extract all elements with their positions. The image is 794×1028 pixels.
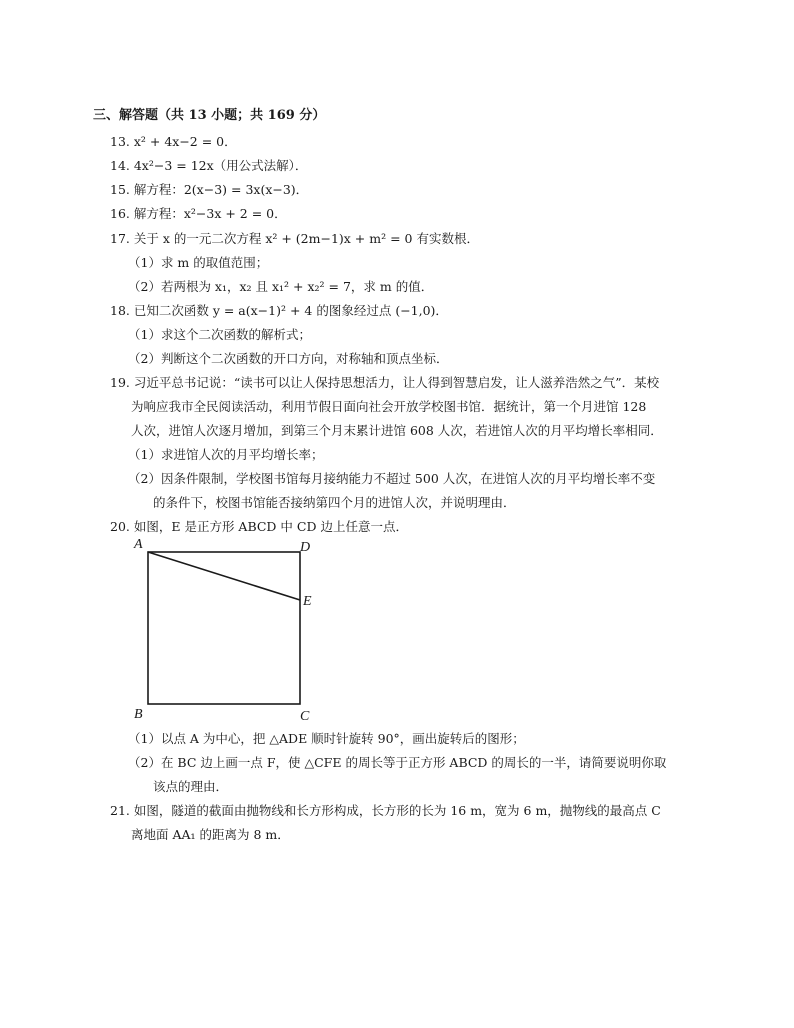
question-19-part-1: （1）求进馆人次的月平均增长率； (128, 447, 324, 462)
question-19-line-2: 为响应我市全民阅读活动，利用节假日面向社会开放学校图书馆．据统计，第一个月进馆 128 (131, 399, 647, 414)
question-20-part-2-line-2: 该点的理由． (153, 779, 229, 794)
vertex-label-b: B (134, 707, 143, 722)
question-19-line-3: 人次，进馆人次逐月增加，到第三个月末累计进馆 608 人次，若进馆人次的月平均增长率相同． (131, 423, 663, 438)
vertex-label-a: A (134, 537, 143, 552)
question-19-line-1: 19. 习近平总书记说：“读书可以让人保持思想活力，让人得到智慧启发，让人滋养浩然之气”．某校 (110, 375, 660, 390)
question-20-part-1: （1）以点 A 为中心，把 △ADE 顺时针旋转 90°，画出旋转后的图形； (128, 731, 525, 746)
question-19-part-2-line-2: 的条件下，校图书馆能否接纳第四个月的进馆人次，并说明理由． (153, 495, 516, 510)
question-15: 15. 解方程：2(x−3) = 3x(x−3)． (110, 182, 309, 197)
question-20: 20. 如图，E 是正方形 ABCD 中 CD 边上任意一点． (110, 519, 408, 534)
question-19-part-2-line-1: （2）因条件限制，学校图书馆每月接纳能力不超过 500 人次，在进馆人次的月平均增长率不变 (128, 471, 656, 486)
question-20-part-2-line-1: （2）在 BC 边上画一点 F，使 △CFE 的周长等于正方形 ABCD 的周长的一半，请简要说明你取 (128, 755, 667, 770)
section-title: 三、解答题（共 13 小题；共 169 分） (93, 108, 326, 123)
question-17-part-1: （1）求 m 的取值范围； (128, 255, 269, 270)
vertex-label-c: C (300, 709, 310, 724)
segment-ae (148, 552, 300, 600)
question-16: 16. 解方程：x²−3x + 2 = 0． (110, 206, 287, 221)
question-17: 17. 关于 x 的一元二次方程 x² + (2m−1)x + m² = 0 有实数根． (110, 231, 479, 246)
question-21-line-1: 21. 如图，隧道的截面由抛物线和长方形构成，长方形的长为 16 m，宽为 6 m，抛物线的最高点 C (110, 803, 661, 818)
question-21-line-2: 离地面 AA₁ 的距离为 8 m． (131, 827, 290, 842)
question-13: 13. x² + 4x−2 = 0． (110, 134, 237, 149)
square-abcd-figure (128, 532, 328, 728)
point-label-e: E (303, 594, 312, 609)
square-abcd (148, 552, 300, 704)
question-18-part-1: （1）求这个二次函数的解析式； (128, 327, 311, 342)
question-18: 18. 已知二次函数 y = a(x−1)² + 4 的图象经过点 (−1,0)． (110, 303, 448, 318)
question-18-part-2: （2）判断这个二次函数的开口方向，对称轴和顶点坐标． (128, 351, 449, 366)
question-17-part-2: （2）若两根为 x₁，x₂ 且 x₁² + x₂² = 7，求 m 的值． (128, 279, 434, 294)
vertex-label-d: D (300, 540, 311, 555)
question-14: 14. 4x²−3 = 12x（用公式法解）． (110, 158, 308, 173)
